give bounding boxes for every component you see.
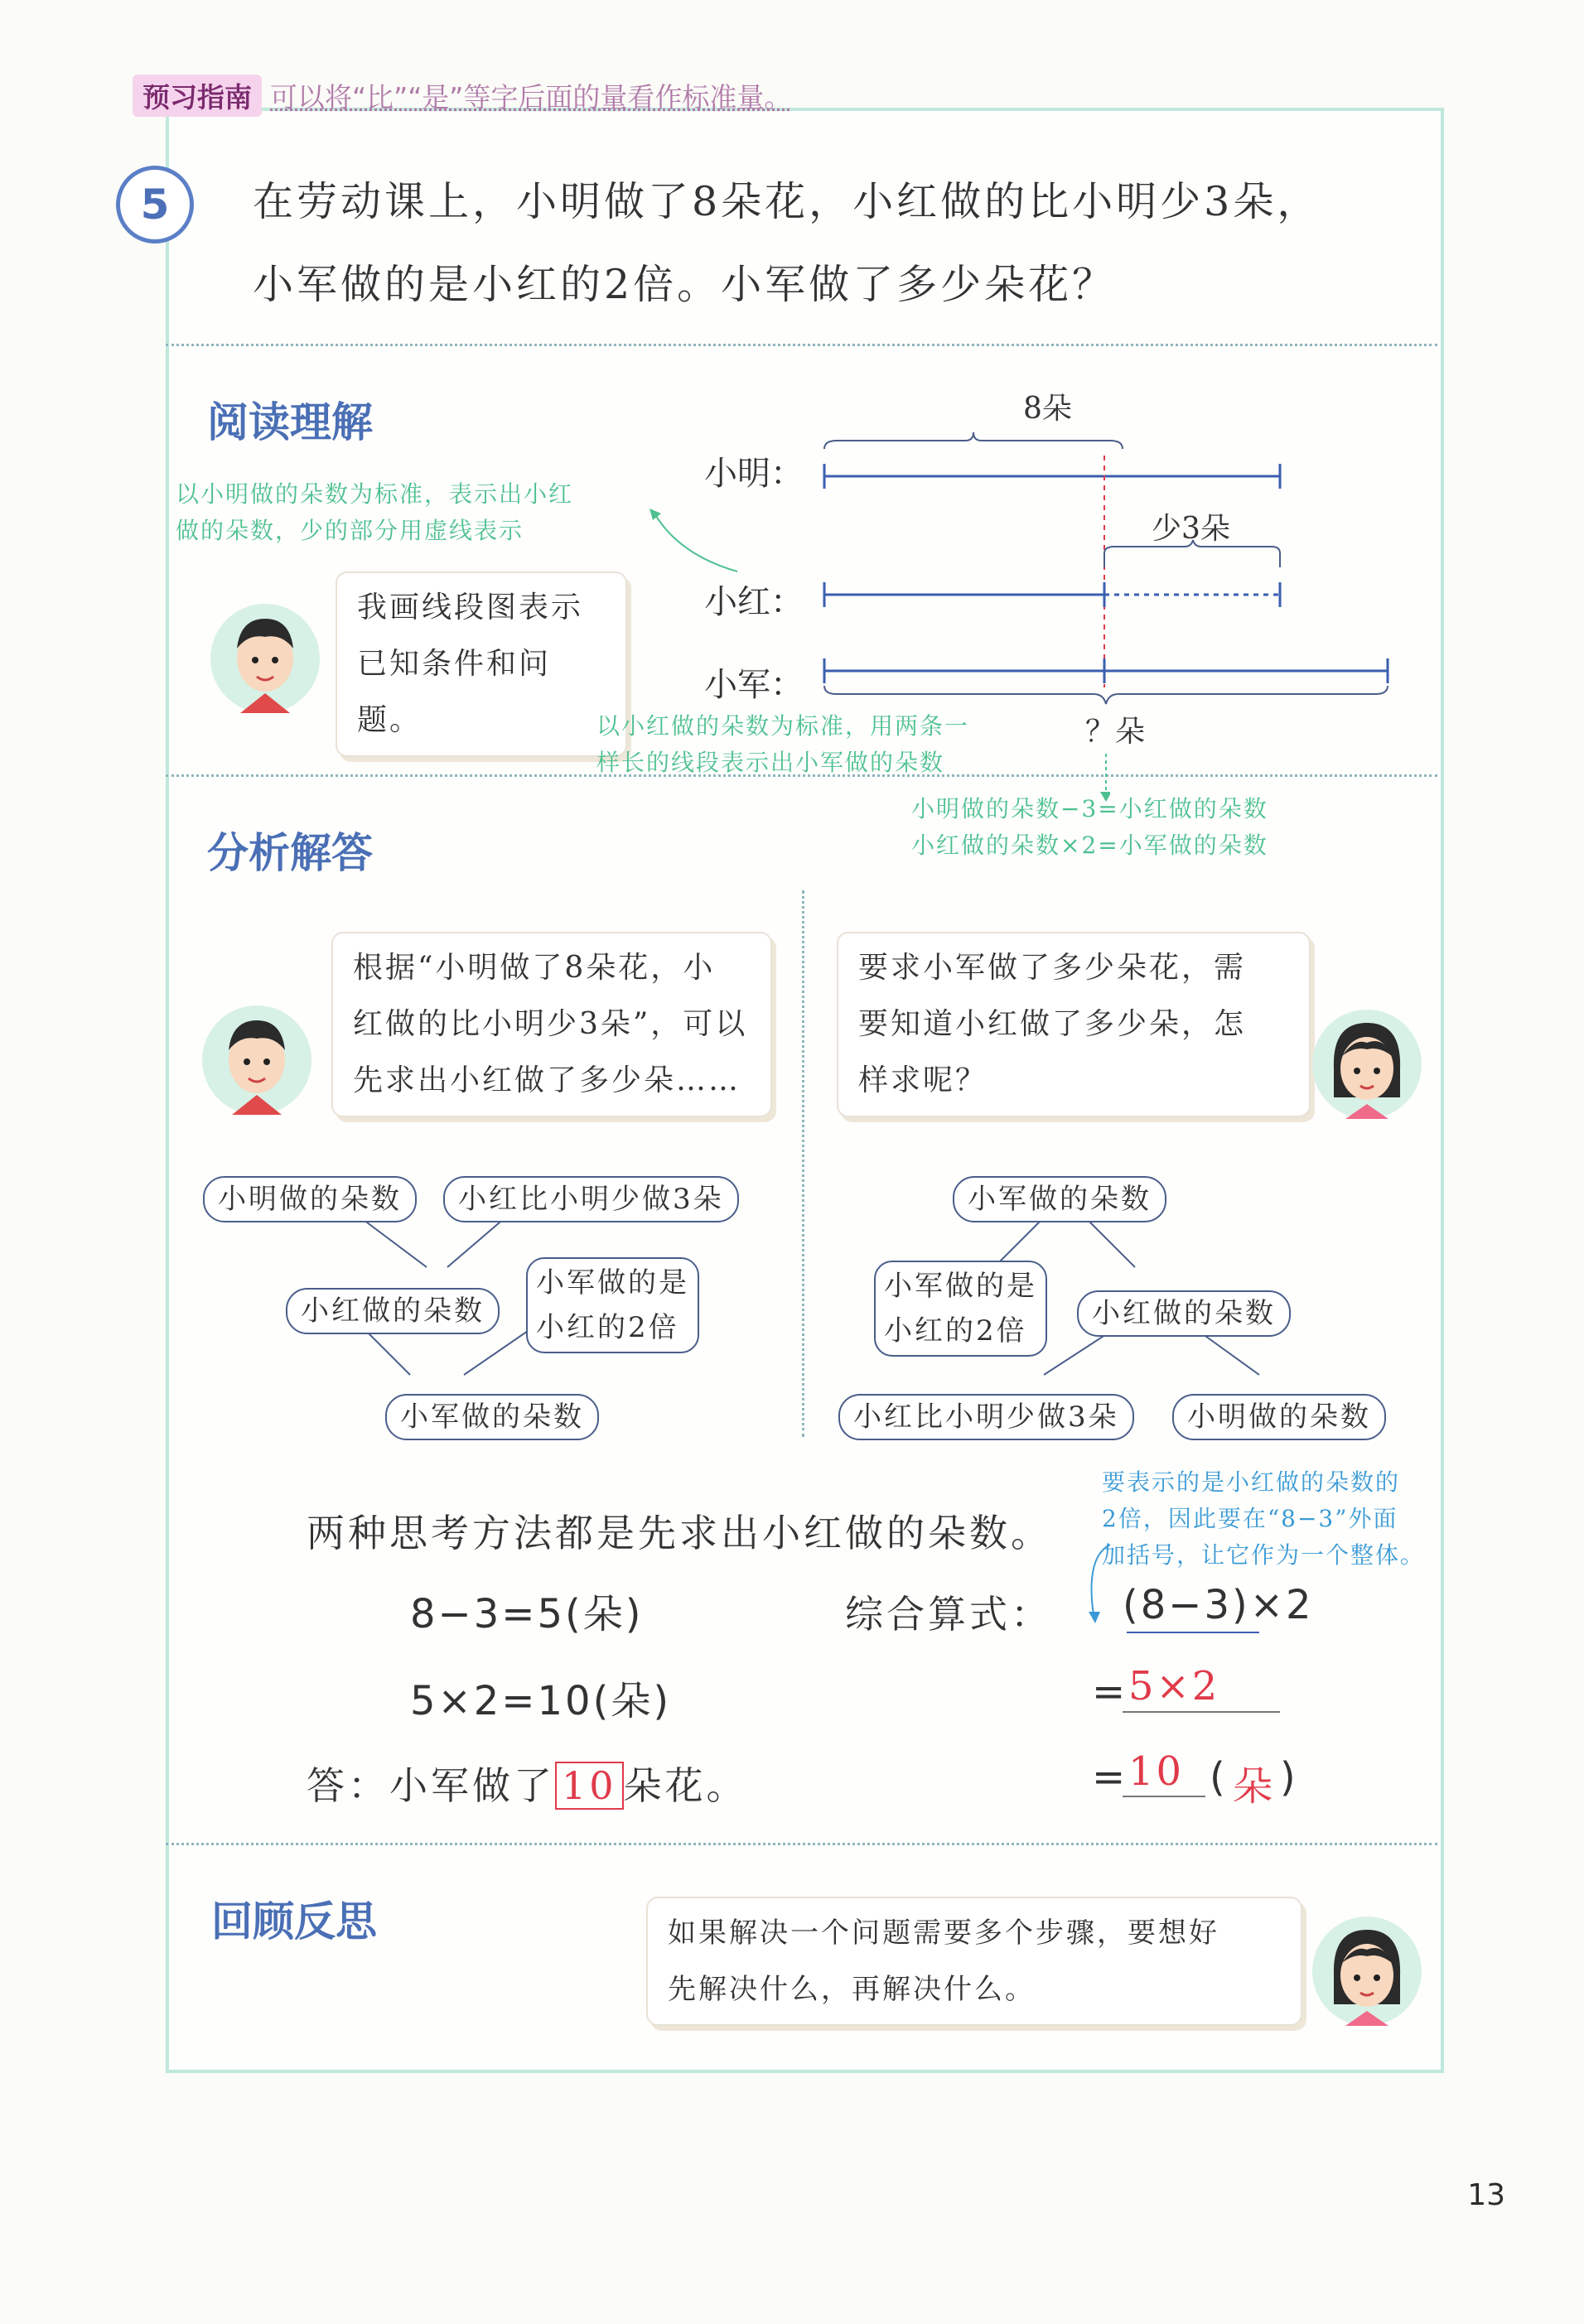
node-line: 小红的2倍	[536, 1311, 679, 1344]
combined-expr: (8−3)×2	[1123, 1582, 1314, 1628]
eq-1-value: 5×2	[1128, 1663, 1220, 1709]
note-line: 以小红做的朵数为标准，用两条一	[596, 712, 970, 740]
note-line: 做的朵数，少的部分用虚线表示	[176, 517, 524, 544]
bubble-line: 根据“小明做了8朵花，小	[353, 951, 716, 985]
label-less: 少3朵	[1152, 512, 1230, 546]
divider	[166, 1843, 1437, 1845]
bracket-arrow	[1077, 1540, 1127, 1632]
note-bracket	[1102, 1464, 1425, 1574]
answer-sentence	[307, 1756, 748, 1811]
node-ming-count: 小明做的朵数	[203, 1176, 417, 1222]
label-xiaojun: 小军：	[704, 666, 804, 704]
note-line: 2倍，因此要在“8−3”外面	[1102, 1505, 1398, 1532]
underline	[1127, 1632, 1259, 1633]
eq-1-sign: =	[1092, 1669, 1128, 1715]
node-hong-less: 小红比小明少做3朵	[443, 1176, 739, 1222]
unit-paren: )	[1280, 1754, 1298, 1801]
note-line: 要表示的是小红做的朵数的	[1102, 1468, 1401, 1496]
girl-avatar	[1309, 1913, 1425, 2029]
speech-bubble-girl-analysis	[837, 932, 1311, 1117]
problem-line-1: 在劳动课上，小明做了8朵花，小红做的比小明少3朵，	[253, 178, 1321, 225]
section-title-analysis: 分析解答	[207, 828, 373, 877]
bubble-line: 先求出小红做了多少朵……	[353, 1063, 741, 1097]
label-xiaohong: 小红：	[704, 583, 804, 621]
node-ming-count-r: 小明做的朵数	[1172, 1394, 1386, 1440]
note-line: 以小明做的朵数为标准，表示出小红	[176, 480, 574, 508]
note-line: 小红做的朵数×2=小军做的朵数	[911, 832, 1268, 859]
note-relations	[911, 791, 1268, 864]
speech-bubble-boy	[336, 571, 627, 757]
note-standard-ming	[176, 476, 573, 549]
bubble-line: 已知条件和问题。	[357, 647, 552, 737]
note-standard-hong	[596, 708, 969, 781]
speech-bubble-girl-reflection	[646, 1897, 1302, 2026]
bubble-line: 要求小军做了多少朵花，需	[858, 951, 1247, 985]
section-title-reflection: 回顾反思	[211, 1897, 377, 1946]
step-2: 5×2=10(朵)	[410, 1678, 672, 1724]
brace-total	[824, 432, 1123, 449]
guide-text: 可以将“比”“是”等字后面的量看作标准量。	[270, 81, 792, 113]
unit-paren: (	[1210, 1754, 1228, 1801]
problem-number: 5	[116, 166, 194, 243]
node-hong-less-r: 小红比小明少做3朵	[838, 1394, 1134, 1440]
eq-2-unit: 朵	[1233, 1763, 1276, 1810]
brace-less	[1104, 540, 1280, 567]
answer-line	[1123, 1796, 1205, 1797]
note-line: 加括号，让它作为一个整体。	[1102, 1541, 1426, 1569]
answer-box: 10	[555, 1762, 624, 1810]
label-total: 8朵	[1023, 392, 1072, 426]
node-hong-count: 小红做的朵数	[286, 1288, 500, 1334]
node-jun-double	[526, 1257, 699, 1353]
step-1: 8−3=5(朵)	[410, 1591, 644, 1637]
preview-guide	[133, 75, 791, 117]
node-jun-double-r	[874, 1261, 1047, 1357]
bubble-line: 我画线段图表示	[357, 591, 584, 624]
bubble-line: 红做的比小明少3朵”，可以	[353, 1007, 748, 1041]
node-line: 小军做的是	[884, 1270, 1037, 1303]
label-xiaoming: 小明：	[704, 455, 804, 493]
section-title-reading: 阅读理解	[207, 398, 373, 446]
node-line: 小军做的是	[536, 1266, 689, 1299]
bubble-line: 先解决什么，再解决什么。	[668, 1973, 1036, 2006]
speech-bubble-boy-analysis	[331, 932, 772, 1117]
node-line: 小红的2倍	[884, 1314, 1027, 1348]
boy-avatar	[199, 1002, 315, 1118]
eq-2-sign: =	[1092, 1754, 1128, 1801]
column-divider	[802, 890, 804, 1437]
note-line: 样长的线段表示出小军做的朵数	[596, 749, 945, 776]
guide-tag: 预习指南	[133, 75, 262, 117]
node-jun-count-r: 小军做的朵数	[953, 1176, 1166, 1222]
note-line: 小明做的朵数−3=小红做的朵数	[911, 795, 1268, 822]
answer-suffix: 朵花。	[623, 1763, 748, 1808]
node-hong-count-r: 小红做的朵数	[1077, 1290, 1291, 1337]
eq-2-value: 10	[1128, 1748, 1185, 1795]
page-number: 13	[1467, 2178, 1505, 2212]
boy-avatar	[207, 600, 323, 716]
bubble-line: 如果解决一个问题需要多个步骤，要想好	[668, 1917, 1219, 1950]
bubble-line: 样求呢？	[858, 1063, 988, 1097]
node-jun-count: 小军做的朵数	[385, 1394, 599, 1440]
answer-prefix: 答：小军做了	[307, 1763, 555, 1808]
label-question: ？朵	[1085, 715, 1146, 749]
answer-line	[1123, 1711, 1280, 1713]
problem-line-2: 小军做的是小红的2倍。小军做了多少朵花？	[253, 261, 1117, 308]
bubble-line: 要知道小红做了多少朵，怎	[858, 1007, 1247, 1041]
summary-text: 两种思考方法都是先求出小红做的朵数。	[307, 1511, 1052, 1555]
girl-avatar	[1309, 1006, 1425, 1122]
combined-label: 综合算式：	[845, 1592, 1052, 1637]
divider	[166, 344, 1437, 346]
